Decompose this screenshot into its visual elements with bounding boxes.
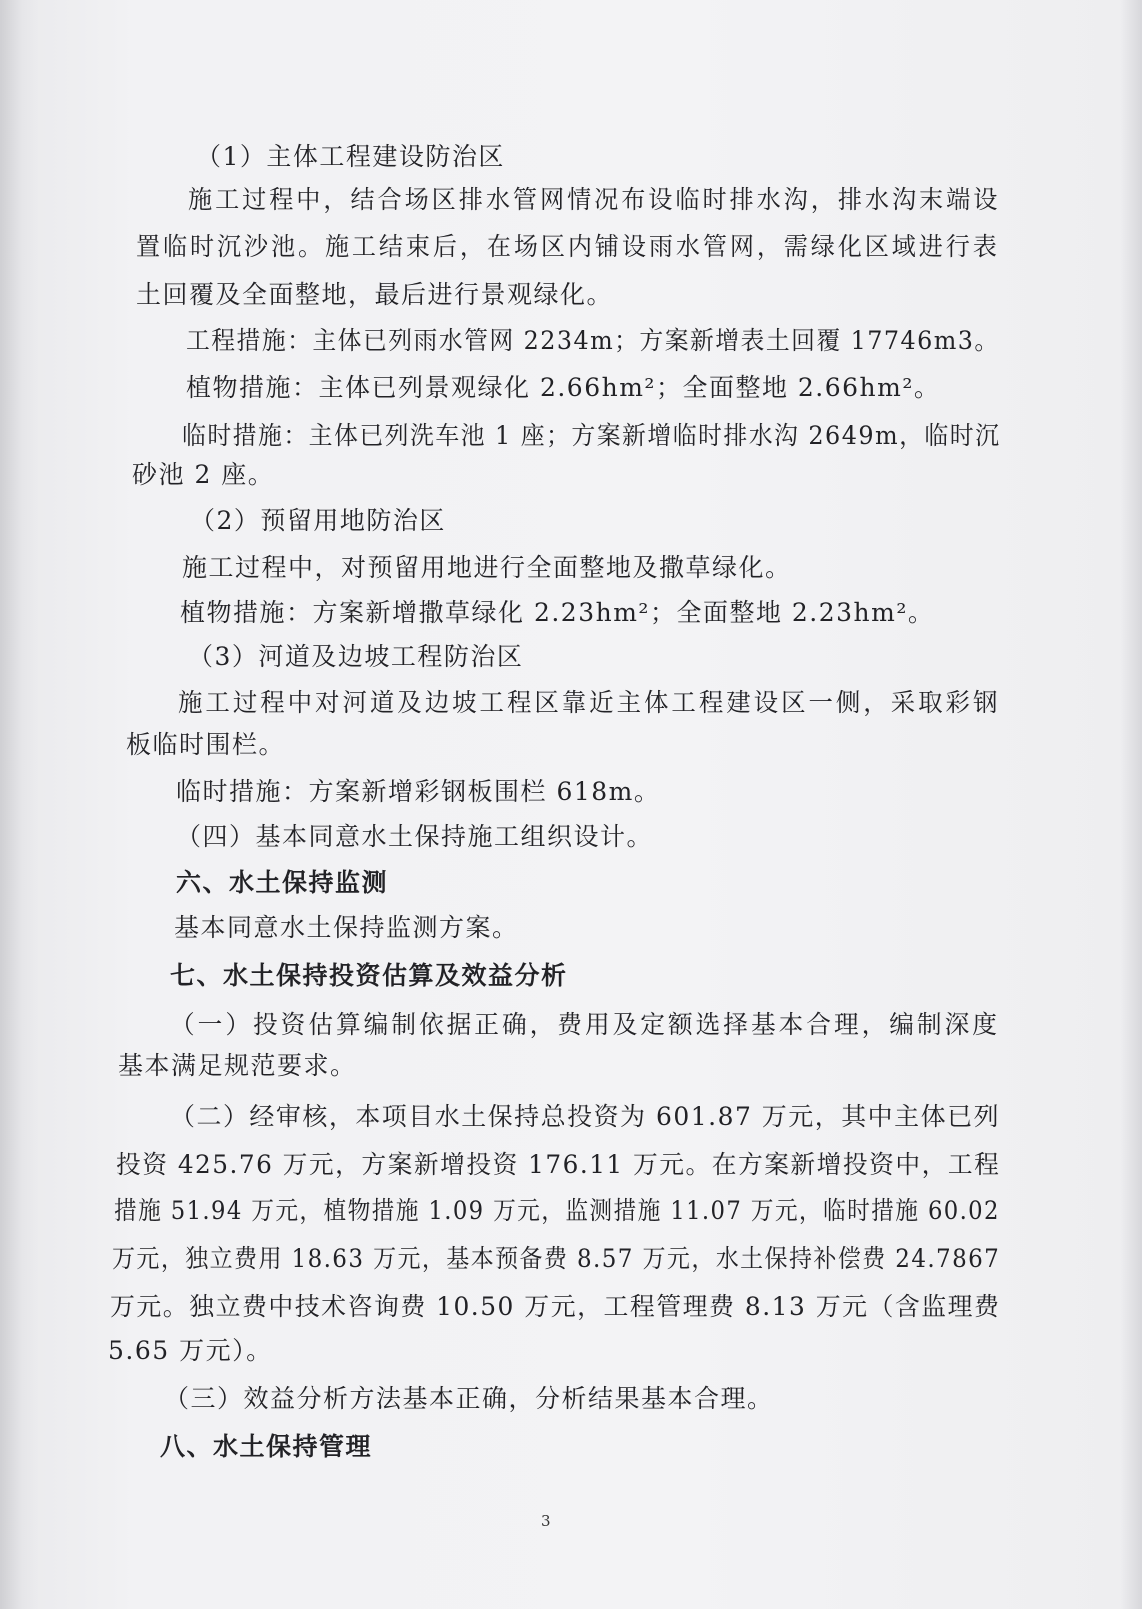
paragraph-line: 砂池 2 座。 [132, 460, 275, 489]
engineering-measures-line: 工程措施：主体已列雨水管网 2234m；方案新增表土回覆 17746m3。 [186, 326, 1000, 355]
temporary-measures-line: 临时措施：主体已列洗车池 1 座；方案新增临时排水沟 2649m，临时沉 [182, 421, 1001, 450]
paragraph-line: 投资 425.76 万元，方案新增投资 176.11 万元。在方案新增投资中，工程 [116, 1150, 1001, 1179]
page-number: 3 [541, 1512, 551, 1530]
paragraph-line: 万元。独立费中技术咨询费 10.50 万元，工程管理费 8.13 万元（含监理费 [110, 1292, 1001, 1321]
paragraph-line: 板临时围栏。 [126, 730, 286, 759]
paragraph-line: 万元，独立费用 18.63 万元，基本预备费 8.57 万元，水土保持补偿费 24.7867 [112, 1244, 1001, 1273]
subheading-river-slope-area: （3）河道及边坡工程防治区 [188, 642, 524, 671]
paragraph-line: 5.65 万元）。 [108, 1336, 273, 1365]
subheading-reserved-land-area: （2）预留用地防治区 [190, 506, 446, 535]
subheading-main-works-area: （1）主体工程建设防治区 [196, 142, 505, 171]
paragraph-line: 基本同意水土保持监测方案。 [174, 913, 519, 942]
paragraph-line: （三）效益分析方法基本正确，分析结果基本合理。 [164, 1384, 774, 1413]
section-heading-investment: 七、水土保持投资估算及效益分析 [170, 961, 568, 990]
paragraph-line: 施工过程中对河道及边坡工程区靠近主体工程建设区一侧，采取彩钢 [178, 688, 1001, 717]
plant-measures-line: 植物措施：主体已列景观绿化 2.66hm²；全面整地 2.66hm²。 [186, 373, 941, 402]
section-heading-management: 八、水土保持管理 [160, 1432, 373, 1461]
plant-measures-line: 植物措施：方案新增撒草绿化 2.23hm²；全面整地 2.23hm²。 [180, 598, 935, 627]
paragraph-line: （一）投资估算编制依据正确，费用及定额选择基本合理，编制深度 [170, 1010, 1000, 1039]
paragraph-line: 基本满足规范要求。 [118, 1051, 357, 1080]
paragraph-line: （二）经审核，本项目水土保持总投资为 601.87 万元，其中主体已列 [170, 1102, 1001, 1131]
paragraph-line: 措施 51.94 万元，植物措施 1.09 万元，监测措施 11.07 万元，临时措施 60.02 [114, 1196, 1000, 1225]
temporary-measures-line: 临时措施：方案新增彩钢板围栏 618m。 [176, 777, 661, 806]
paragraph-line: 施工过程中，结合场区排水管网情况布设临时排水沟，排水沟末端设 [188, 185, 1001, 214]
paragraph-line: （四）基本同意水土保持施工组织设计。 [176, 822, 654, 851]
paragraph-line: 土回覆及全面整地，最后进行景观绿化。 [136, 280, 614, 309]
paragraph-line: 施工过程中，对预留用地进行全面整地及撒草绿化。 [182, 553, 792, 582]
section-heading-monitoring: 六、水土保持监测 [176, 868, 389, 897]
paragraph-line: 置临时沉沙池。施工结束后，在场区内铺设雨水管网，需绿化区域进行表 [136, 232, 1000, 261]
